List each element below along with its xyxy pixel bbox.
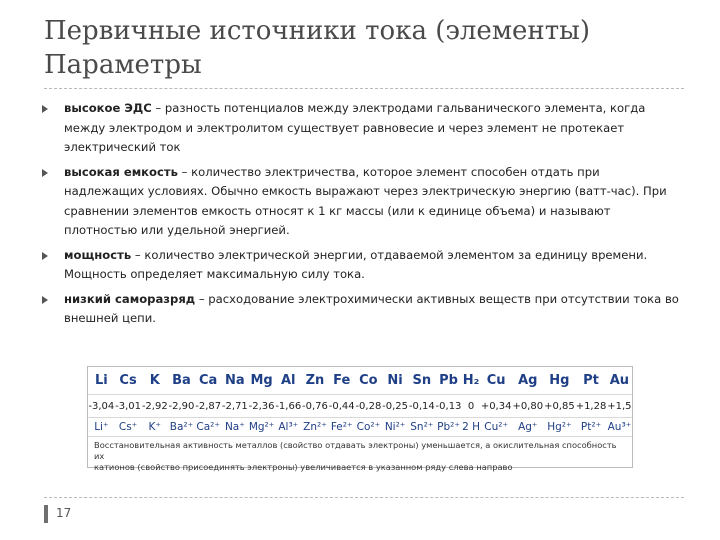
ion-cell: Ba²⁺	[168, 418, 195, 437]
ion-cell: Cs⁺	[115, 418, 142, 437]
potential-cell: -0,28	[355, 395, 382, 418]
metal-cell: Pb	[435, 367, 462, 395]
ion-cell: Pb²⁺	[435, 418, 462, 437]
ion-cell: Zn²⁺	[302, 418, 329, 437]
caption-line1: Восстановительная активность металлов (свойство отдавать электроны) уменьшается, а окислительная способность их	[94, 440, 617, 461]
potential-cell: -2,87	[195, 395, 222, 418]
slide-title-line2: Параметры	[44, 50, 202, 80]
ion-cell: Co²⁺	[355, 418, 382, 437]
potential-cell: -3,01	[115, 395, 142, 418]
table-caption	[88, 437, 632, 473]
metal-cell: Al	[275, 367, 302, 395]
ion-cell: Fe²⁺	[328, 418, 355, 437]
potential-cell: -2,90	[168, 395, 195, 418]
potential-cell: -0,76	[302, 395, 329, 418]
potential-cell: 0	[462, 395, 480, 418]
slide-title	[44, 14, 684, 82]
metal-cell: H₂	[462, 367, 480, 395]
ion-cell: Ca²⁺	[195, 418, 222, 437]
ion-row	[88, 418, 632, 437]
footer-accent-bar	[44, 505, 48, 523]
list-item	[40, 163, 680, 241]
potential-cell: -2,71	[222, 395, 249, 418]
list-item	[40, 246, 680, 285]
potential-row	[88, 395, 632, 418]
ion-cell: 2 H	[462, 418, 480, 437]
metal-cell: Au	[607, 367, 632, 395]
potential-cell: -0,44	[328, 395, 355, 418]
potential-cell: -0,13	[435, 395, 462, 418]
bullet-arrow-icon	[42, 252, 48, 260]
metal-cell: Cu	[480, 367, 512, 395]
ion-cell: Au³⁺	[607, 418, 632, 437]
potential-cell: +0,85	[544, 395, 576, 418]
title-divider	[44, 88, 684, 89]
page-number: 17	[56, 506, 72, 520]
electrochemical-series-table	[87, 366, 633, 472]
ion-cell: Li⁺	[88, 418, 115, 437]
ion-cell: Pt²⁺	[575, 418, 607, 437]
ion-cell: Na⁺	[222, 418, 249, 437]
metal-cell: Fe	[328, 367, 355, 395]
metal-cell: Pt	[575, 367, 607, 395]
metal-cell: Mg	[248, 367, 275, 395]
term: высокое ЭДС	[64, 101, 152, 115]
potential-cell: +0,80	[512, 395, 544, 418]
ion-cell: Ni²⁺	[382, 418, 409, 437]
term: высокая емкость	[64, 164, 178, 179]
ion-cell: Al³⁺	[275, 418, 302, 437]
potential-cell: -3,04	[88, 395, 115, 418]
metal-cell: K	[141, 367, 168, 395]
term: низкий саморазряд	[64, 291, 196, 306]
potential-cell: -2,92	[141, 395, 168, 418]
term: мощность	[64, 247, 132, 262]
slide-title-line1: Первичные источники тока (элементы)	[44, 16, 590, 46]
metal-cell: Na	[222, 367, 249, 395]
definition: – разность потенциалов между электродами гальванического элемента, когда между электродом и электролитом существует равновесие и через элемент не протекает электрический ток	[64, 101, 646, 154]
metal-cell: Co	[355, 367, 382, 395]
metal-cell: Ni	[382, 367, 409, 395]
metal-cell: Ca	[195, 367, 222, 395]
definition: – количество электричества, которое элемент способен отдать при надлежащих условиях. Обычно емкость выражают через электрическую энергию (ватт-час). При сравнении элементов емкость относят к 1 кг массы (или к единице объема) и называют плотностью или удельной энергией.	[64, 164, 667, 237]
definition: – количество электрической энергии, отдаваемой элементом за единицу времени. Мощность определяет максимальную силу тока.	[64, 247, 648, 281]
metal-row	[88, 367, 632, 395]
definition: – расходование электрохимически активных веществ при отсутствии тока во внешней цепи.	[64, 291, 679, 325]
potential-cell: +0,34	[480, 395, 512, 418]
parameter-list	[40, 99, 680, 334]
bullet-arrow-icon	[42, 105, 48, 113]
list-item	[40, 290, 680, 329]
ion-cell: Ag⁺	[512, 418, 544, 437]
caption-line2: катионов (свойство присоединять электроны) увеличивается в указанном ряду слева направо	[94, 462, 513, 472]
footer-divider	[44, 497, 684, 498]
metal-cell: Ba	[168, 367, 195, 395]
ion-cell: K⁺	[141, 418, 168, 437]
potential-cell: -0,25	[382, 395, 409, 418]
metal-cell: Hg	[544, 367, 576, 395]
ion-cell: Hg²⁺	[544, 418, 576, 437]
metal-cell: Zn	[302, 367, 329, 395]
bullet-arrow-icon	[42, 169, 48, 177]
list-item	[40, 99, 680, 158]
potential-cell: -2,36	[248, 395, 275, 418]
ion-cell: Cu²⁺	[480, 418, 512, 437]
potential-cell: -0,14	[408, 395, 435, 418]
metal-cell: Cs	[115, 367, 142, 395]
metal-cell: Ag	[512, 367, 544, 395]
metal-cell: Li	[88, 367, 115, 395]
potential-cell: -1,66	[275, 395, 302, 418]
ion-cell: Mg²⁺	[248, 418, 275, 437]
bullet-arrow-icon	[42, 296, 48, 304]
metal-cell: Sn	[408, 367, 435, 395]
potential-cell: +1,28	[575, 395, 607, 418]
potential-cell: +1,5	[607, 395, 632, 418]
ion-cell: Sn²⁺	[408, 418, 435, 437]
